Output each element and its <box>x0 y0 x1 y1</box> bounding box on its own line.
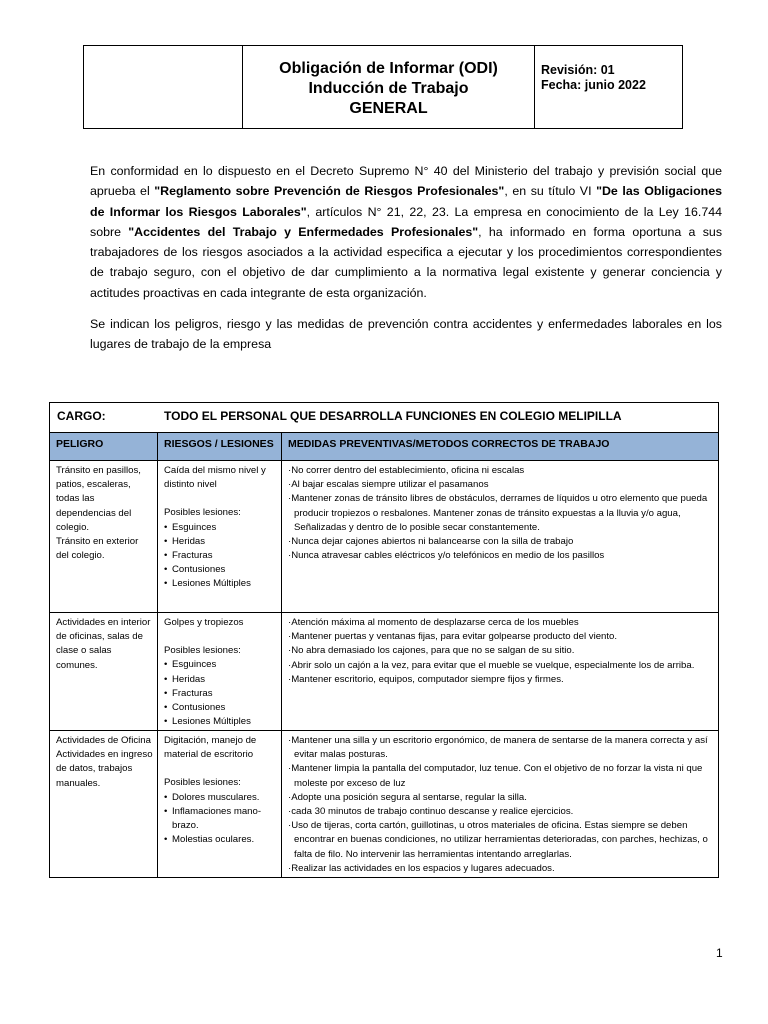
p1-bold-reglamento: "Reglamento sobre Prevención de Riesgos Profesionales" <box>154 184 505 199</box>
medida-item: ·cada 30 minutos de trabajo continuo descanse y realice ejercicios. <box>288 806 574 818</box>
medida-item: ·No correr dentro del establecimiento, oficina ni escalas <box>288 465 525 476</box>
riesgo-text: Digitación, manejo de material de escritorio <box>164 735 257 761</box>
posibles-lesiones-label: Posibles lesiones: <box>164 507 241 519</box>
lesion-item: • Fracturas <box>164 549 277 563</box>
peligro-text-2: Tránsito en exterior del colegio. <box>56 536 139 562</box>
lesion-item: • Contusiones <box>164 563 277 577</box>
lesion-item: • Esguinces <box>164 521 277 535</box>
col-header-peligro: PELIGRO <box>50 433 158 460</box>
table-row <box>50 731 718 877</box>
medida-item: ·Mantener una silla y un escritorio ergonómico, de manera de sentarse de la manera correcta y así evitar malas posturas. <box>288 735 708 761</box>
table-row <box>50 613 718 731</box>
p1-text-g: , ha informado en forma oportuna a sus trabajadores de los riesgos asociados a la actividad especifica a ejecutar y los procedimientos correspondientes de trabajo seguro, con el objetivo de dar cumplimiento a la normativa legal existente y generar conciencia y actitudes proactivas en cada integrante de esta organización. <box>90 224 723 300</box>
medida-item: ·Adopte una posición segura al sentarse, regular la silla. <box>288 791 527 803</box>
lesion-item: • Lesiones Múltiples <box>164 577 277 591</box>
lesion-item: • Heridas <box>164 535 277 549</box>
table-row <box>50 461 718 613</box>
p1-text-e: , artículos N° 21, 22, 23. La empresa en conocimiento de la Ley 16.744 sobre <box>90 204 722 239</box>
lesion-item: • Contusiones <box>164 701 277 715</box>
lesion-item: • Inflamaciones mano-brazo. <box>164 805 277 833</box>
document-title <box>243 46 535 128</box>
table-header-row <box>50 433 718 461</box>
peligro-cell <box>50 731 158 877</box>
riesgo-text: Caída del mismo nivel y distinto nivel <box>164 465 266 491</box>
peligro-cell <box>50 613 158 730</box>
cargo-label: CARGO: <box>57 409 106 423</box>
medida-item: ·No abra demasiado los cajones, para que no se salgan de su sitio. <box>288 645 575 657</box>
p1-bold-obligaciones: "De las Obligaciones de Informar los Riesgos Laborales" <box>90 184 722 219</box>
lesion-item: • Molestias oculares. <box>164 833 277 847</box>
col-header-medidas: MEDIDAS PREVENTIVAS/METODOS CORRECTOS DE TRABAJO <box>288 438 610 450</box>
lesion-item: • Esguinces <box>164 658 277 672</box>
lesion-item: • Fracturas <box>164 687 277 701</box>
riesgo-cell <box>158 613 282 730</box>
cargo-value: TODO EL PERSONAL QUE DESARROLLA FUNCIONES EN COLEGIO MELIPILLA <box>164 409 622 423</box>
peligro-text: Actividades de Oficina <box>56 735 151 746</box>
riesgo-cell <box>158 731 282 877</box>
date-text: Fecha: junio 2022 <box>541 78 646 92</box>
peligro-text: Actividades en interior de oficinas, salas de clase o salas comunes. <box>56 617 151 671</box>
lesion-item: • Heridas <box>164 673 277 687</box>
peligro-text-2: Actividades en ingreso de datos, trabajos manuales. <box>56 749 153 789</box>
revision-cell <box>535 46 682 128</box>
medida-item: ·Mantener puertas y ventanas fijas, para evitar golpearse producto del viento. <box>288 631 618 643</box>
medida-item: ·Mantener escritorio, equipos, computador siempre fijos y firmes. <box>288 673 564 685</box>
cargo-row <box>50 403 718 433</box>
risk-table <box>49 402 719 878</box>
lesion-item: • Dolores musculares. <box>164 791 277 805</box>
document-header <box>83 45 683 129</box>
medida-item: ·Realizar las actividades en los espacios y lugares adecuados. <box>288 862 555 874</box>
medida-item: ·Al bajar escalas siempre utilizar el pasamanos <box>288 479 489 491</box>
medidas-cell <box>282 613 718 730</box>
riesgo-text: Golpes y tropiezos <box>164 617 244 628</box>
medidas-cell <box>282 731 718 877</box>
p1-text-a: En conformidad en lo dispuesto en el Decreto Supremo N° 40 del Ministerio del trabajo y previsión social que aprueba el <box>90 164 722 199</box>
medida-item: ·Nunca atravesar cables eléctricos y/o telefónicos en medio de los pasillos <box>288 550 605 562</box>
logo-cell <box>84 46 243 128</box>
lesion-item: • Lesiones Múltiples <box>164 715 277 729</box>
lesiones-list <box>164 521 277 592</box>
medida-item: ·Abrir solo un cajón a la vez, para evitar que el mueble se vuelque, especialmente los de arriba. <box>288 659 695 671</box>
riesgo-cell <box>158 461 282 612</box>
medida-item: ·Mantener zonas de tránsito libres de obstáculos, derrames de líquidos u otro elemento que pueda producir tropiezos o resbalones. Mantener zonas de tránsito expuestas a la lluvia y/o agua, Señalizadas y dentro de lo posible secar constantemente. <box>288 493 708 533</box>
p1-text-c: , en su título VI <box>504 184 597 199</box>
posibles-lesiones-label: Posibles lesiones: <box>164 645 241 657</box>
medida-item: ·Uso de tijeras, corta cartón, guillotinas, u otros materiales de oficina. Estas siempre se deben encontrar en buenas condiciones, no utilizar herramientas deterioradas, con parches, hechizas, o falta de filo. No intervenir las herramientas intentando arreglarlas. <box>288 820 708 860</box>
lesiones-list <box>164 791 277 848</box>
title-line-3: GENERAL <box>349 100 428 117</box>
lesiones-list <box>164 658 277 729</box>
medida-item: ·Atención máxima al momento de desplazarse cerca de los muebles <box>288 617 579 628</box>
col-header-riesgos: RIESGOS / LESIONES <box>158 433 282 460</box>
p1-bold-accidentes: "Accidentes del Trabajo y Enfermedades Profesionales" <box>128 224 479 239</box>
peligro-text: Tránsito en pasillos, patios, escaleras, todas las dependencias del colegio. <box>56 465 141 533</box>
title-line-2: Inducción de Trabajo <box>308 80 469 97</box>
medida-item: ·Nunca dejar cajones abiertos ni balancearse con la silla de trabajo <box>288 536 574 548</box>
medida-item: ·Mantener limpia la pantalla del computador, luz tenue. Con el objetivo de no forzar la vista ni que moleste por exceso de luz <box>288 763 703 789</box>
medidas-cell <box>282 461 718 612</box>
page-number: 1 <box>716 946 723 960</box>
posibles-lesiones-label: Posibles lesiones: <box>164 777 241 789</box>
peligro-cell <box>50 461 158 612</box>
intro-paragraph-2: Se indican los peligros, riesgo y las medidas de prevención contra accidentes y enfermedades laborales en los lugares de trabajo de la empresa <box>90 317 722 352</box>
revision-text: Revisión: 01 <box>541 63 615 77</box>
title-line-1: Obligación de Informar (ODI) <box>279 60 498 77</box>
intro-paragraph-1 <box>90 161 722 303</box>
